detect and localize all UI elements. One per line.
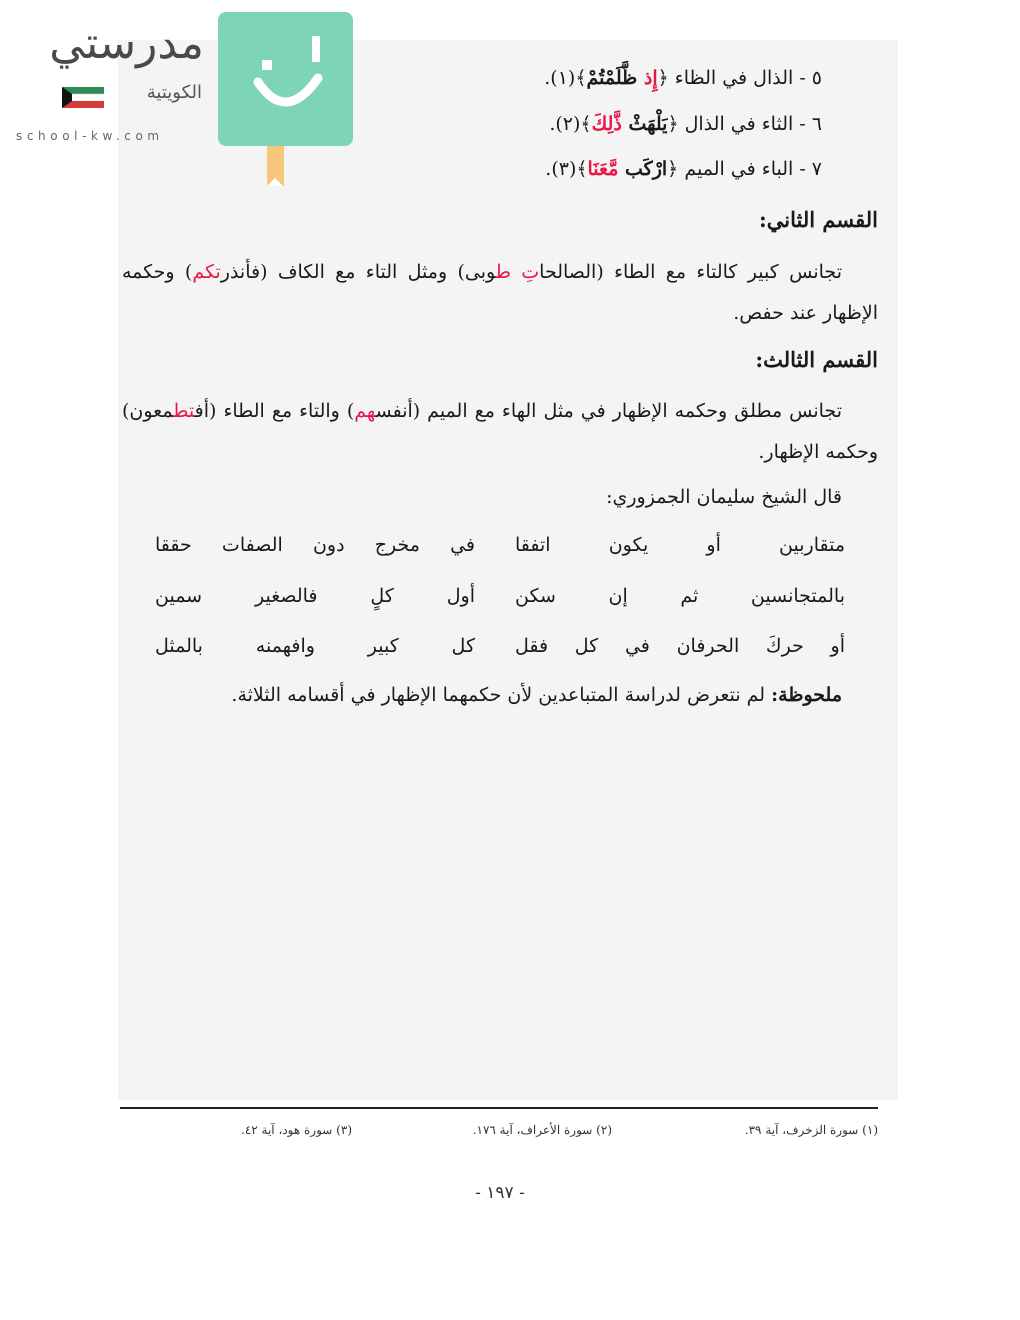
section-3-title: القسم الثالث: xyxy=(755,347,878,372)
page-number: - ١٩٧ - xyxy=(475,1183,525,1203)
verse-2-second: أول كلٍ فالصغير سمين xyxy=(155,585,475,607)
verse-1-first: متقاربين أو يكون اتفقا xyxy=(515,534,845,556)
verse-3-first: أو حركَ الحرفان في كل فقل xyxy=(515,635,845,657)
verse-1-second: في مخرج دون الصفات حققا xyxy=(155,534,475,556)
item-6: ٦ - الثاء في الذال ﴿يَلْهَثْ ذَّلِكَ﴾(٢). xyxy=(549,113,822,135)
brand-subtitle: الكويتية xyxy=(146,82,202,103)
verse-2-first: بالمتجانسين ثم إن سكن xyxy=(515,585,845,607)
footnote-1: (١) سورة الزخرف، آية ٣٩. xyxy=(744,1123,878,1137)
smile-logo-icon xyxy=(218,12,353,146)
note: ملحوظة: لم نتعرض لدراسة المتباعدين لأن حكمهما الإظهار في أقسامه الثلاثة. xyxy=(231,684,842,706)
footnote-3: (٣) سورة هود، آية ٤٢. xyxy=(241,1123,352,1137)
poem-intro: قال الشيخ سليمان الجمزوري: xyxy=(606,486,842,508)
section-2-text: تجانس كبير كالتاء مع الطاء (الصالحاتِ طوبى) ومثل التاء مع الكاف (فأنذرتكم) وحكمه الإظهار عند حفص. xyxy=(122,261,878,324)
section-2-title: القسم الثاني: xyxy=(759,207,878,232)
section-3-text: تجانس مطلق وحكمه الإظهار في مثل الهاء مع الميم (أنفسهم) والتاء مع الطاء (أفتطمعون) وحكمه الإظهار. xyxy=(122,400,878,463)
logo-ribbon xyxy=(267,146,284,186)
brand-name: مدرستي xyxy=(49,18,204,69)
item-7: ٧ - الباء في الميم ﴿ارْكَب مَّعَنَا﴾(٣). xyxy=(545,158,822,180)
brand-url: school-kw.com xyxy=(16,129,164,143)
page-background xyxy=(118,40,898,1100)
kuwait-flag-icon xyxy=(62,87,104,108)
footnote-divider xyxy=(120,1107,878,1109)
verse-3-second: كل كبير وافهمنه بالمثل xyxy=(155,635,475,657)
item-5: ٥ - الذال في الظاء ﴿إِذ ظَّلَمْتُمْ﴾(١). xyxy=(544,67,822,89)
footnote-2: (٢) سورة الأعراف، آية ١٧٦. xyxy=(472,1123,612,1137)
